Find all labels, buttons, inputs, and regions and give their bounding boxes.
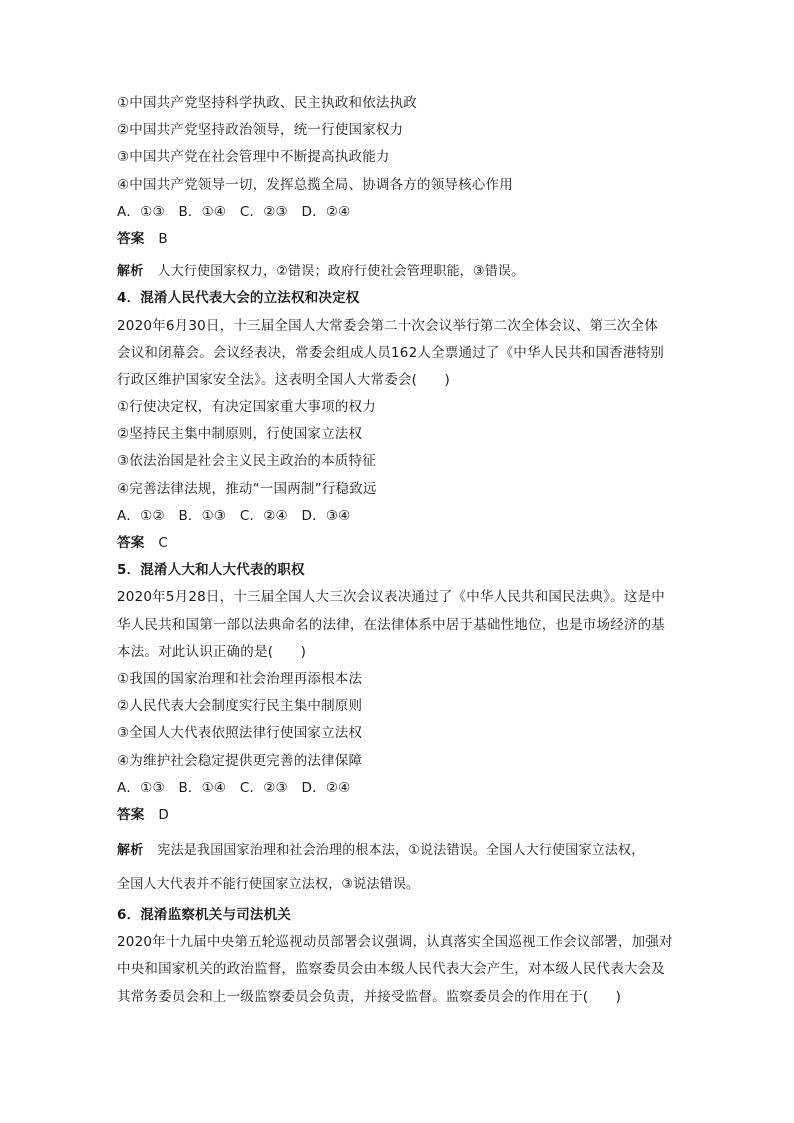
- answer-value: C: [158, 535, 169, 551]
- stem-line: 行政区维护国家安全法》。这表明全国人大常委会( ): [117, 371, 450, 388]
- option-line: ①我国的国家治理和社会治理再添根本法: [117, 670, 363, 687]
- q4-answer: [117, 530, 677, 557]
- q6-title: 6．混淆监察机关与司法机关: [117, 907, 291, 924]
- answer-value: D: [158, 806, 170, 823]
- stem-line: 2020年十九届中央第五轮巡视动员部署会议强调，认真落实全国巡视工作会议部署，加强对: [117, 934, 673, 951]
- analysis-text: 人大行使国家权力，②错误；政府行使社会管理职能，③错误。: [157, 264, 525, 280]
- option-line: ④为维护社会稳定提供更完善的法律保障: [117, 752, 363, 769]
- stem-line: 中央和国家机关的政治监督，监察委员会由本级人民代表大会产生，对本级人民代表大会及: [117, 961, 665, 978]
- answer-value: B: [158, 230, 168, 247]
- document-page: [117, 90, 677, 1011]
- q5-stem: [117, 584, 677, 666]
- option-line: ③中国共产党在社会管理中不断提高执政能力: [117, 149, 390, 166]
- analysis-text: 宪法是我国国家治理和社会治理的根本法，①说法错误。全国人大行使国家立法权，: [157, 843, 645, 859]
- analysis-label: 解析: [117, 264, 144, 280]
- stem-line: 2020年5月28日，十三届全国人大三次会议表决通过了《中华人民共和国民法典》。这是中: [117, 589, 665, 606]
- option-line: ④中国共产党领导一切，发挥总揽全局、协调各方的领导核心作用: [117, 176, 513, 193]
- q5-answer: [117, 802, 677, 829]
- q3-options: [117, 90, 677, 199]
- q6-stem: [117, 929, 677, 1011]
- option-line: ①中国共产党坚持科学执政、民主执政和依法执政: [117, 95, 418, 111]
- stem-line: 2020年6月30日，十三届全国人大常委会第二十次会议举行第二次全体会议、第三次全体: [117, 317, 659, 334]
- q5-title: 5．混淆人大和人大代表的职权: [117, 562, 305, 579]
- answer-label: 答案: [117, 806, 145, 823]
- q3-answer: [117, 226, 677, 253]
- q4-choices: A．①② B．①③ C．②④ D．③④: [117, 507, 351, 524]
- stem-line: 其常务委员会和上一级监察委员会负责，并接受监督。监察委员会的作用在于( ): [117, 988, 622, 1005]
- q4-stem: [117, 313, 677, 395]
- q4-options: [117, 394, 677, 503]
- q5-analysis: [117, 834, 677, 902]
- option-line: ②坚持民主集中制原则，行使国家立法权: [117, 426, 363, 443]
- analysis-label: 解析: [117, 843, 144, 859]
- option-line: ③全国人大代表依照法律行使国家立法权: [117, 725, 363, 742]
- q5-choices: A．①③ B．①④ C．②③ D．②④: [117, 779, 351, 796]
- option-line: ④完善法律法规，推动“一国两制”行稳致远: [117, 480, 377, 497]
- q5-options: [117, 666, 677, 775]
- option-line: ②中国共产党坚持政治领导，统一行使国家权力: [117, 122, 404, 139]
- option-line: ③依法治国是社会主义民主政治的本质特征: [117, 453, 376, 470]
- q3-analysis: [117, 258, 677, 285]
- option-line: ①行使决定权，有决定国家重大事项的权力: [117, 399, 376, 416]
- q4-title: 4．混淆人民代表大会的立法权和决定权: [117, 290, 360, 307]
- answer-label: 答案: [117, 230, 145, 247]
- stem-line: 会议和闭幕会。会议经表决，常委会组成人员162人全票通过了《中华人民共和国香港特别: [117, 344, 664, 361]
- stem-line: 本法。对此认识正确的是( ): [117, 643, 307, 660]
- option-line: ②人民代表大会制度实行民主集中制原则: [117, 698, 363, 715]
- stem-line: 华人民共和国第一部以法典命名的法律，在法律体系中居于基础性地位，也是市场经济的基: [117, 616, 665, 633]
- answer-label: 答案: [117, 535, 145, 551]
- analysis-text: 全国人大代表并不能行使国家立法权，③说法错误。: [117, 877, 420, 893]
- q3-choices: A．①③ B．①④ C．②③ D．②④: [117, 203, 351, 220]
